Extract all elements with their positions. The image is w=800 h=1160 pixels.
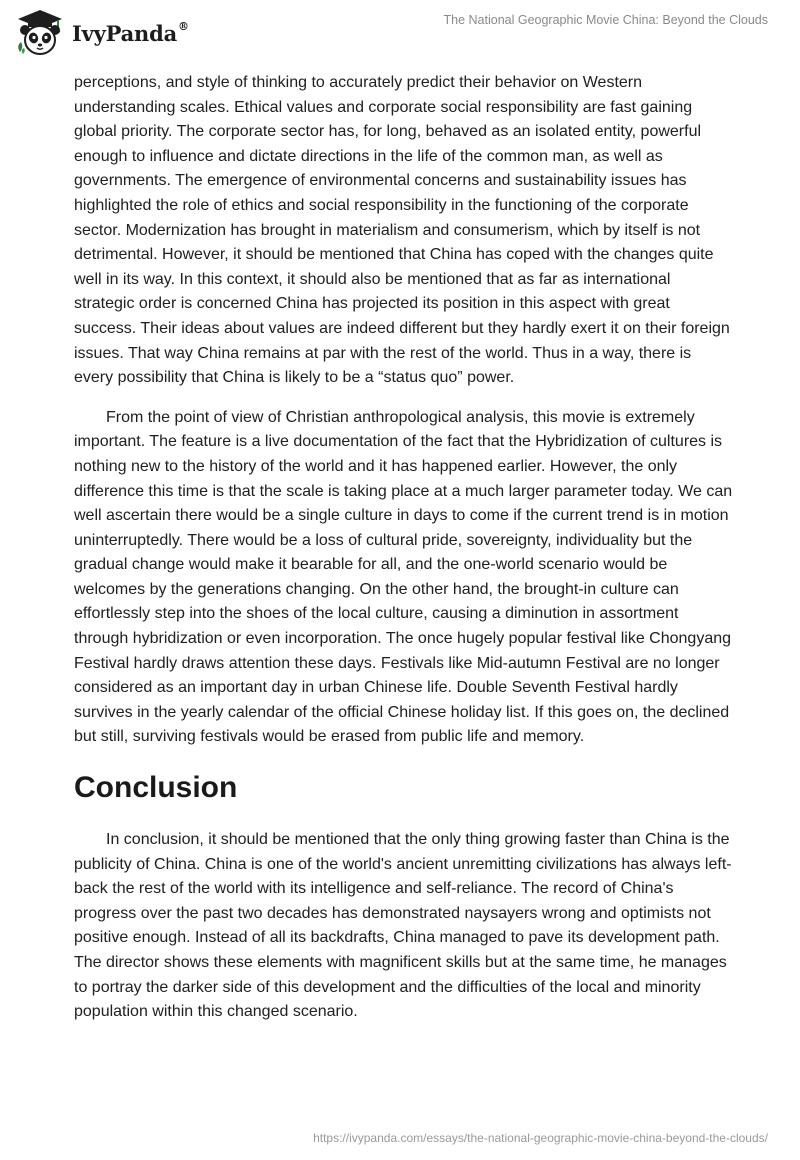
essay-paragraph: From the point of view of Christian anthropological analysis, this movie is extremely important. The feature is a live documentation of the fact that the Hybridization of cultures is nothing new to the history of the world and it has happened earlier. However, the only difference this time is that the scale is taking place at a much larger parameter today. We can well ascertain there would be a single culture in days to come if the current trend is in motion uninterruptedly. There would be a loss of cultural pride, sovereignty, individuality but the gradual change would make it bearable for all, and the one-world scenario would be welcomes by the generations changing. On the other hand, the brought-in culture can effortlessly step into the shoes of the local culture, causing a diminution in assortment through hybridization or even incorporation. The once hugely popular festival like Chongyang Festival hardly draws attention these days. Festivals like Mid-autumn Festival are no longer considered as an important day in urban Chinese life. Double Seventh Festival hardly survives in the yearly calendar of the official Chinese holiday list. If this goes on, the declined but still, surviving festivals would be erased from public life and memory. bbox=[74, 408, 733, 746]
section-heading-conclusion: Conclusion bbox=[74, 771, 238, 805]
essay-paragraph: perceptions, and style of thinking to accurately predict their behavior on Western understanding scales. Ethical values and corporate social responsibility are fast gaining global priority. The corporate sector has, for long, behaved as an isolated entity, powerful enough to influence and dictate directions in the life of the common man, as well as governments. The emergence of environmental concerns and sustainability issues has highlighted the role of ethics and social responsibility in the functioning of the corporate sector. Modernization has brought in materialism and consumerism, which by itself is not detrimental. However, it should be mentioned that China has coped with the changes quite well in its way. In this context, it should also be mentioned that as far as international strategic order is concerned China has projected its position in this aspect with great success. Their ideas about values are indeed different but they hardly exert it on their foreign issues. That way China remains at par with the rest of the world. Thus in a way, there is every possibility that China is likely to be a “status quo” power. bbox=[74, 74, 730, 387]
essay-content bbox=[74, 71, 734, 1025]
page-header bbox=[0, 0, 800, 70]
logo-wordmark bbox=[72, 21, 189, 46]
logo-name: IvyPanda bbox=[72, 20, 178, 46]
panda-graduate-icon bbox=[14, 8, 66, 58]
registered-mark: ® bbox=[178, 19, 189, 33]
document-title: The National Geographic Movie China: Beyond the Clouds bbox=[443, 13, 768, 27]
ivypanda-logo[interactable] bbox=[14, 8, 189, 58]
essay-paragraph: In conclusion, it should be mentioned that the only thing growing faster than China is the publicity of China. China is one of the world's ancient unremitting civilizations has always left-back the rest of the world with its intelligence and self-reliance. The record of China's progress over the past two decades has demonstrated naysayers wrong and optimists not positive enough. Instead of all its backdrafts, China managed to pave its development path. The director shows these elements with magnificent skills but at the same time, he manages to portray the darker side of this development and the difficulties of the local and minority population within this changed scenario. bbox=[74, 831, 732, 1021]
source-url[interactable]: https://ivypanda.com/essays/the-national-geographic-movie-china-beyond-the-clouds/ bbox=[313, 1131, 768, 1145]
